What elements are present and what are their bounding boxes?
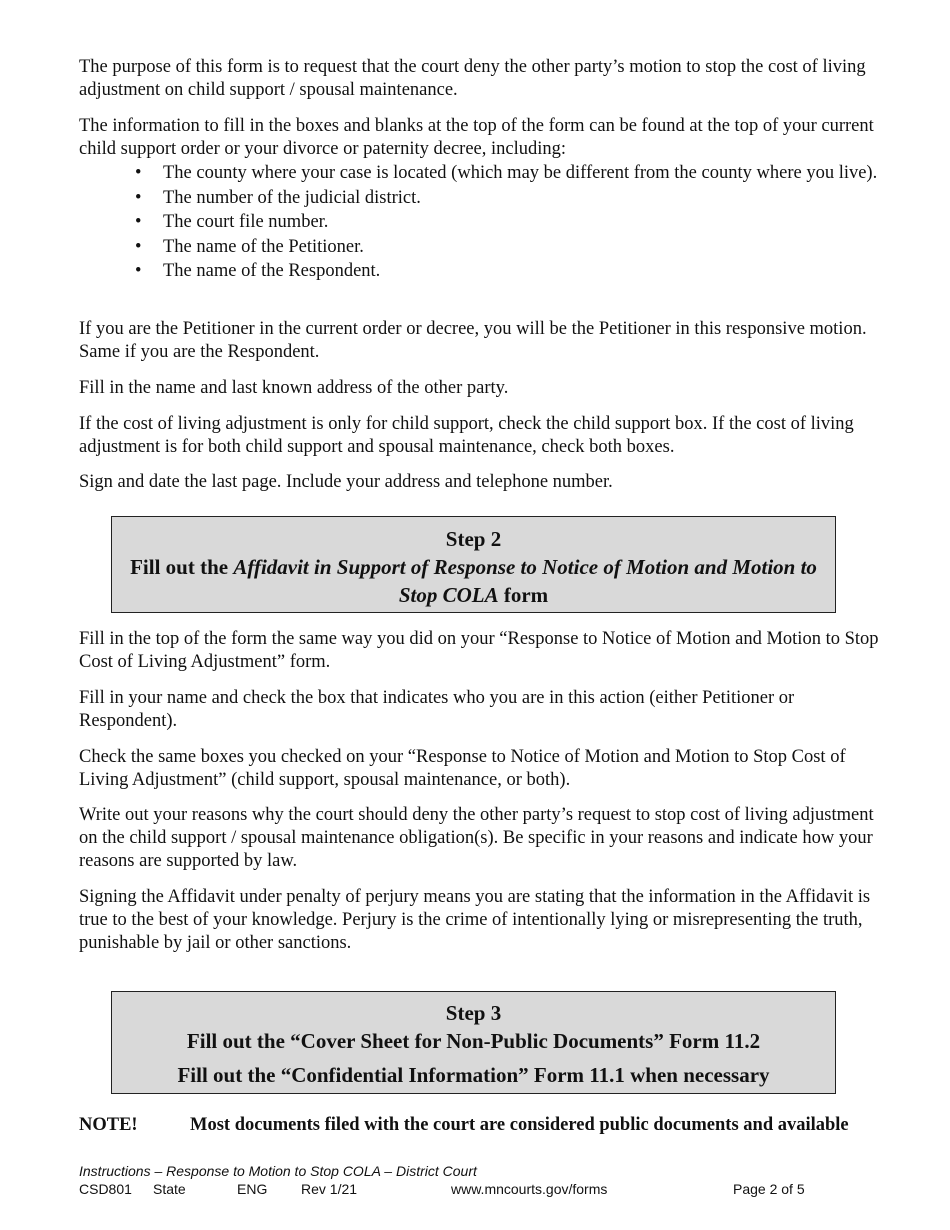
note-label: NOTE! <box>79 1115 138 1135</box>
bullet-icon: • <box>135 236 142 257</box>
step3-line-confidential: Fill out the “Confidential Information” Form 11.1 when necessary <box>177 1063 770 1087</box>
step2-subtitle: Fill out the Affidavit in Support of Response to Notice of Motion and Motion to Stop COLA form <box>130 555 817 607</box>
footer-title: Instructions – Response to Motion to Stop COLA – District Court <box>79 1163 477 1179</box>
info-bullet-list <box>79 162 879 285</box>
step2-paragraph-reasons: Write out your reasons why the court should deny the other party’s request to stop cost of living adjustment on the child support / spousal maintenance obligation(s). Be specific in your reasons and indicate how your reasons are supported by law. <box>79 805 874 871</box>
step3-heading-box <box>111 991 836 1094</box>
intro-paragraph-other-party: Fill in the name and last known address of the other party. <box>79 378 509 398</box>
footer-language: ENG <box>237 1181 268 1197</box>
footer-info <box>79 1181 879 1199</box>
intro-paragraph-purpose: The purpose of this form is to request that the court deny the other party’s motion to stop the cost of living adjustment on child support / spousal maintenance. <box>79 57 866 100</box>
list-item: • The number of the judicial district. <box>135 187 421 208</box>
bullet-icon: • <box>135 212 142 232</box>
footer-url[interactable]: www.mncourts.gov/forms <box>451 1181 608 1197</box>
intro-paragraph-petitioner: If you are the Petitioner in the current order or decree, you will be the Petitioner in this responsive motion. Same if you are the Respondent. <box>79 319 867 362</box>
footer-form-code: CSD801 <box>79 1181 132 1197</box>
step2-paragraph-boxes: Check the same boxes you checked on your “Response to Notice of Motion and Motion to Stop Cost of Living Adjustment” (child support, spousal maintenance, or both). <box>79 747 846 790</box>
note-line <box>79 1115 849 1136</box>
intro-paragraph-cola-boxes: If the cost of living adjustment is only for child support, check the child support box. If the cost of living adjustment is for both child support and spousal maintenance, check both boxes. <box>79 414 854 457</box>
note-text: Most documents filed with the court are considered public documents and available <box>190 1115 849 1135</box>
step2-paragraph-top: Fill in the top of the form the same way you did on your “Response to Notice of Motion and Motion to Stop Cost of Living Adjustment” form. <box>79 629 879 672</box>
step2-title: Step 2 <box>445 527 502 551</box>
list-item: • The name of the Respondent. <box>135 261 381 281</box>
footer-state: State <box>153 1181 186 1197</box>
list-item: • The county where your case is located (which may be different from the county where you live). <box>135 163 878 183</box>
step2-heading-box <box>111 516 836 613</box>
list-item: • The name of the Petitioner. <box>135 236 364 257</box>
footer-page-number: Page 2 of 5 <box>733 1181 805 1197</box>
footer-revision: Rev 1/21 <box>301 1181 358 1197</box>
bullet-icon: • <box>135 261 142 281</box>
step2-paragraph-perjury: Signing the Affidavit under penalty of perjury means you are stating that the information in the Affidavit is true to the best of your knowledge. Perjury is the crime of intentionally lying or misrepresenting the truth, punishable by jail or other sanctions. <box>79 887 871 953</box>
step3-line-cover-sheet: Fill out the “Cover Sheet for Non-Public Documents” Form 11.2 <box>186 1029 761 1053</box>
bullet-icon: • <box>135 187 142 208</box>
step3-title: Step 3 <box>445 1001 502 1025</box>
list-item: • The court file number. <box>135 212 329 232</box>
step2-paragraph-name: Fill in your name and check the box that indicates who you are in this action (either Petitioner or Respondent). <box>79 688 795 731</box>
intro-paragraph-info: The information to fill in the boxes and blanks at the top of the form can be found at the top of your current child support order or your divorce or paternity decree, including: <box>79 116 874 159</box>
bullet-icon: • <box>135 163 142 183</box>
intro-paragraph-sign: Sign and date the last page. Include your address and telephone number. <box>79 472 613 492</box>
step2-form-name: Affidavit in Support of Response to Notice of Motion and Motion to Stop COLA <box>233 555 817 607</box>
